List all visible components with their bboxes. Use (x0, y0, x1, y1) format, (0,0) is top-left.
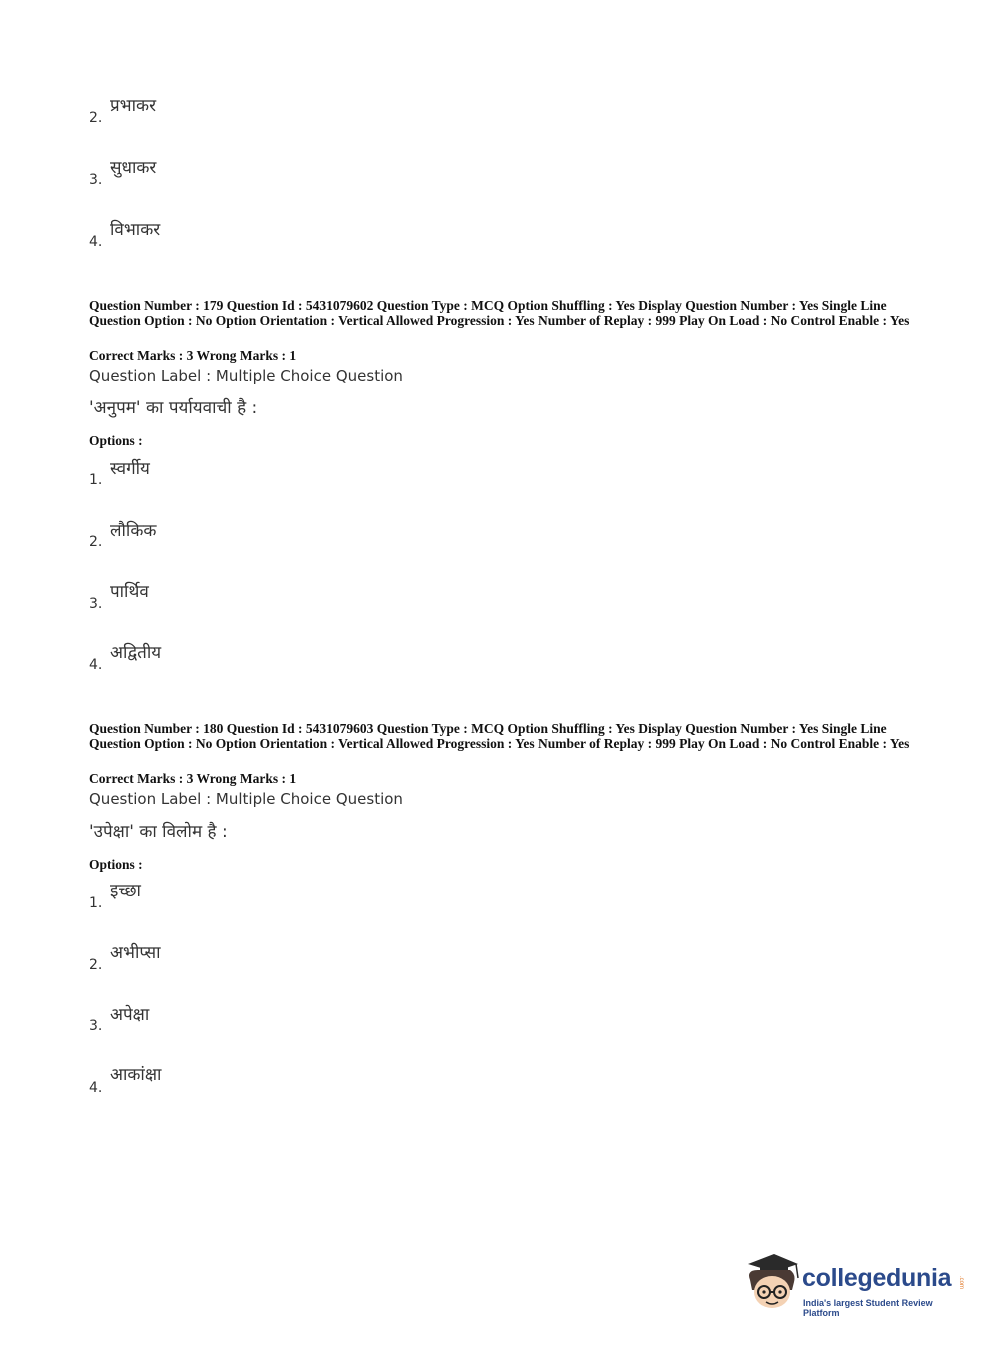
option-text: प्रभाकर (110, 96, 157, 116)
question-meta: Question Number : 180 Question Id : 5431079603 Question Type : MCQ Option Shuffling : Yes Display Question Number : Yes Single Line Question Option : No Option Orientation : Vertical Allowed Progression : Yes Number of Replay : 999 Play On Load : No Control Enable : Yes (89, 721, 910, 751)
question-marks: Correct Marks : 3 Wrong Marks : 1 (89, 348, 297, 363)
option-number: 4. (89, 1080, 103, 1096)
question-label: Question Label : Multiple Choice Question (89, 790, 403, 808)
collegedunia-logo (740, 1250, 970, 1320)
option-number: 4. (89, 234, 103, 250)
logo-com: .com (958, 1276, 964, 1290)
option-text: विभाकर (110, 220, 161, 240)
option-text: स्वर्गीय (110, 459, 150, 479)
question-meta: Question Number : 179 Question Id : 5431079602 Question Type : MCQ Option Shuffling : Yes Display Question Number : Yes Single Line Question Option : No Option Orientation : Vertical Allowed Progression : Yes Number of Replay : 999 Play On Load : No Control Enable : Yes (89, 298, 910, 328)
option-number: 1. (89, 895, 103, 911)
question-label: Question Label : Multiple Choice Question (89, 367, 403, 385)
mascot-icon (740, 1250, 802, 1312)
option-text: सुधाकर (110, 158, 157, 178)
option-number: 3. (89, 596, 103, 612)
option-number: 1. (89, 472, 103, 488)
options-heading: Options : (89, 433, 143, 448)
option-text: आकांक्षा (110, 1065, 162, 1085)
option-text: अद्वितीय (110, 643, 162, 663)
question-text: 'उपेक्षा' का विलोम है : (89, 822, 228, 842)
option-text: पार्थिव (110, 582, 149, 602)
option-text: लौकिक (110, 521, 157, 541)
question-text: 'अनुपम' का पर्यायवाची है : (89, 398, 258, 418)
option-number: 2. (89, 534, 103, 550)
options-heading: Options : (89, 857, 143, 872)
option-number: 2. (89, 110, 103, 126)
option-text: अपेक्षा (110, 1005, 150, 1025)
option-text: अभीप्सा (110, 943, 161, 963)
option-number: 3. (89, 172, 103, 188)
logo-name: collegedunia (802, 1264, 952, 1292)
option-number: 3. (89, 1018, 103, 1034)
option-number: 2. (89, 957, 103, 973)
option-text: इच्छा (110, 881, 141, 901)
question-marks: Correct Marks : 3 Wrong Marks : 1 (89, 771, 297, 786)
logo-tagline: India's largest Student Review Platform (803, 1298, 933, 1318)
option-number: 4. (89, 657, 103, 673)
